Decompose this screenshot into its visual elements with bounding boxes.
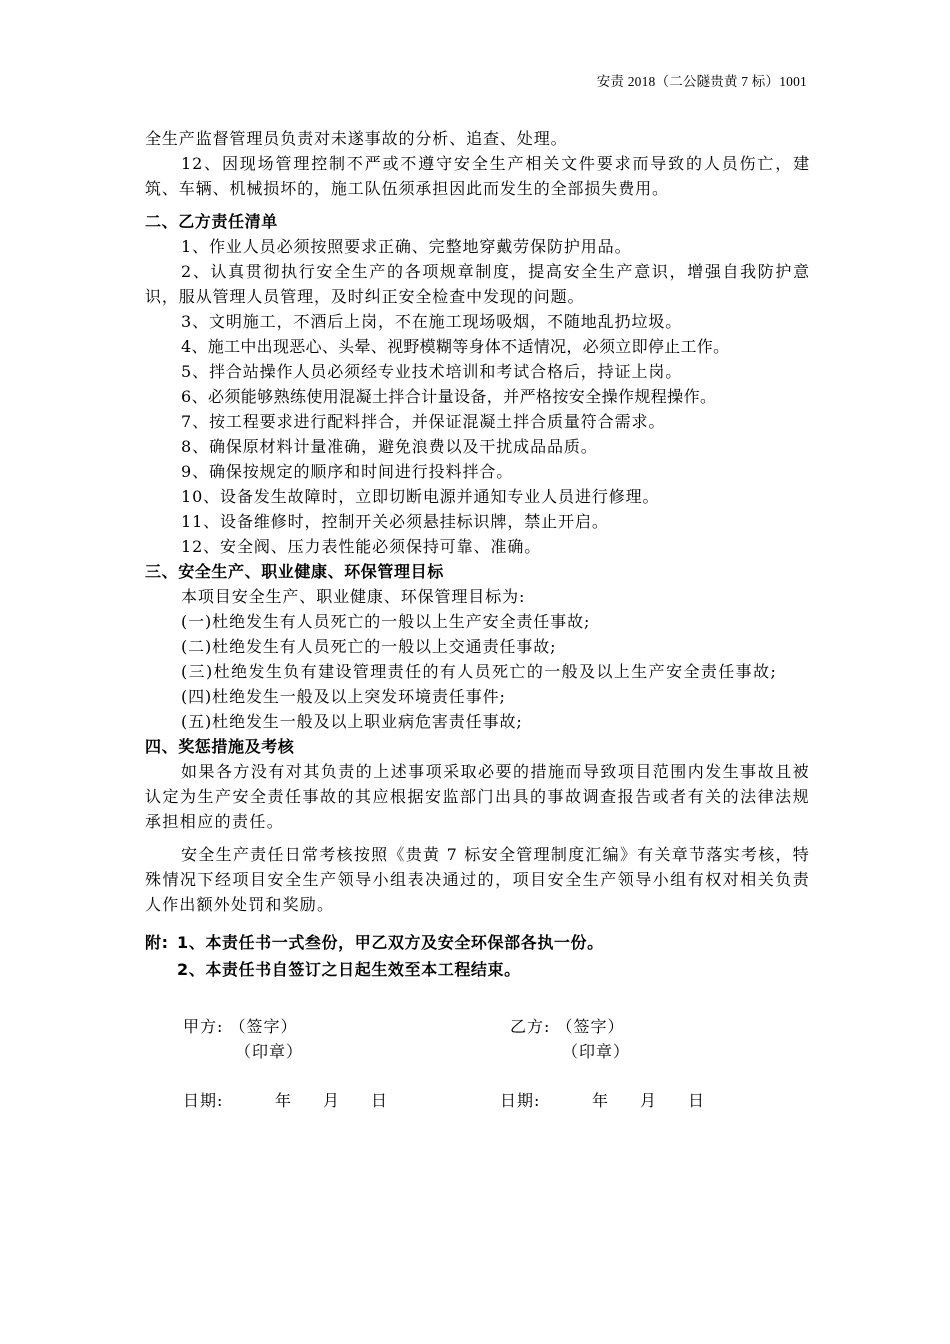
- list-item: 7、按工程要求进行配料拌合，并保证混凝土拌合质量符合需求。: [181, 412, 666, 431]
- continuation-text: 全生产监督管理员负责对未遂事故的分析、追查、处理。: [145, 129, 568, 148]
- section-4-paragraph: 如果各方没有对其负责的上述事项采取必要的措施而导致项目范围内发生事故且被认定为生产安全责任事故的其应根据安监部门出具的事故调查报告或者有关的法律法规承担相应的责任。: [145, 762, 810, 831]
- goal-item: (五)杜绝发生一般及以上职业病危害责任事故;: [181, 712, 523, 731]
- document-code: 安责 2018（二公隧贵黄 7 标）1001: [596, 74, 807, 89]
- list-item: 9、确保按规定的顺序和时间进行投料拌合。: [181, 462, 514, 481]
- section-3-title: 三、安全生产、职业健康、环保管理目标: [145, 562, 444, 581]
- list-item: 2、认真贯彻执行安全生产的各项规章制度，提高安全生产意识，增强自我防护意识，服从管理人员管理，及时纠正安全检查中发现的问题。: [145, 262, 810, 306]
- goal-item: (四)杜绝发生一般及以上突发环境责任事件;: [181, 687, 506, 706]
- list-item: 5、拌合站操作人员必须经专业技术培训和考试合格后，持证上岗。: [181, 362, 683, 381]
- list-item: 6、必须能够熟练使用混凝土拌合计量设备，并严格按安全操作规程操作。: [181, 387, 717, 406]
- goal-item: (三)杜绝发生负有建设管理责任的有人员死亡的一般及以上生产安全责任事故;: [181, 662, 778, 681]
- document-body: [145, 126, 810, 983]
- list-item: 4、施工中出现恶心、头晕、视野模糊等身体不适情况，必须立即停止工作。: [181, 337, 730, 356]
- party-a-date: 日期: 年 月 日: [183, 1091, 389, 1110]
- goal-item: (二)杜绝发生有人员死亡的一般以上交通责任事故;: [181, 637, 557, 656]
- section-2-title: 二、乙方责任清单: [145, 212, 278, 231]
- section-3-intro: 本项目安全生产、职业健康、环保管理目标为:: [181, 587, 526, 606]
- section-4-title: 四、奖惩措施及考核: [145, 737, 295, 756]
- list-item: 11、设备维修时，控制开关必须悬挂标识牌，禁止开启。: [181, 512, 609, 531]
- appendix-item-2: 2、本责任书自签订之日起生效至本工程结束。: [177, 960, 521, 979]
- party-b-date: 日期: 年 月 日: [500, 1091, 706, 1110]
- list-item: 10、设备发生故障时，立即切断电源并通知专业人员进行修理。: [181, 487, 660, 506]
- party-a-item-12: 12、因现场管理控制不严或不遵守安全生产相关文件要求而导致的人员伤亡，建筑、车辆、机械损坏的，施工队伍须承担因此而发生的全部损失费用。: [145, 154, 810, 198]
- list-item: 3、文明施工，不酒后上岗，不在施工现场吸烟，不随地乱扔垃圾。: [181, 312, 683, 331]
- appendix-item-1: 附: 1、本责任书一式叁份，甲乙双方及安全环保部各执一份。: [145, 929, 810, 956]
- appendix-label: 附:: [145, 933, 169, 952]
- section-4-paragraph: 安全生产责任日常考核按照《贵黄 7 标安全管理制度汇编》有关章节落实考核，特殊情况下经项目安全生产领导小组表决通过的，项目安全生产领导小组有权对相关负责人作出额外处罚和奖励。: [145, 845, 810, 914]
- list-item: 8、确保原材料计量准确，避免浪费以及干扰成品品质。: [181, 437, 598, 456]
- party-b-signature: 乙方: （签字） （印章）: [510, 1017, 631, 1061]
- list-item: 1、作业人员必须按照要求正确、完整地穿戴劳保防护用品。: [181, 237, 632, 256]
- list-item: 12、安全阀、压力表性能必须保持可靠、准确。: [181, 537, 542, 556]
- goal-item: (一)杜绝发生有人员死亡的一般以上生产安全责任事故;: [181, 612, 591, 631]
- party-a-signature: 甲方: （签字） （印章）: [183, 1017, 304, 1061]
